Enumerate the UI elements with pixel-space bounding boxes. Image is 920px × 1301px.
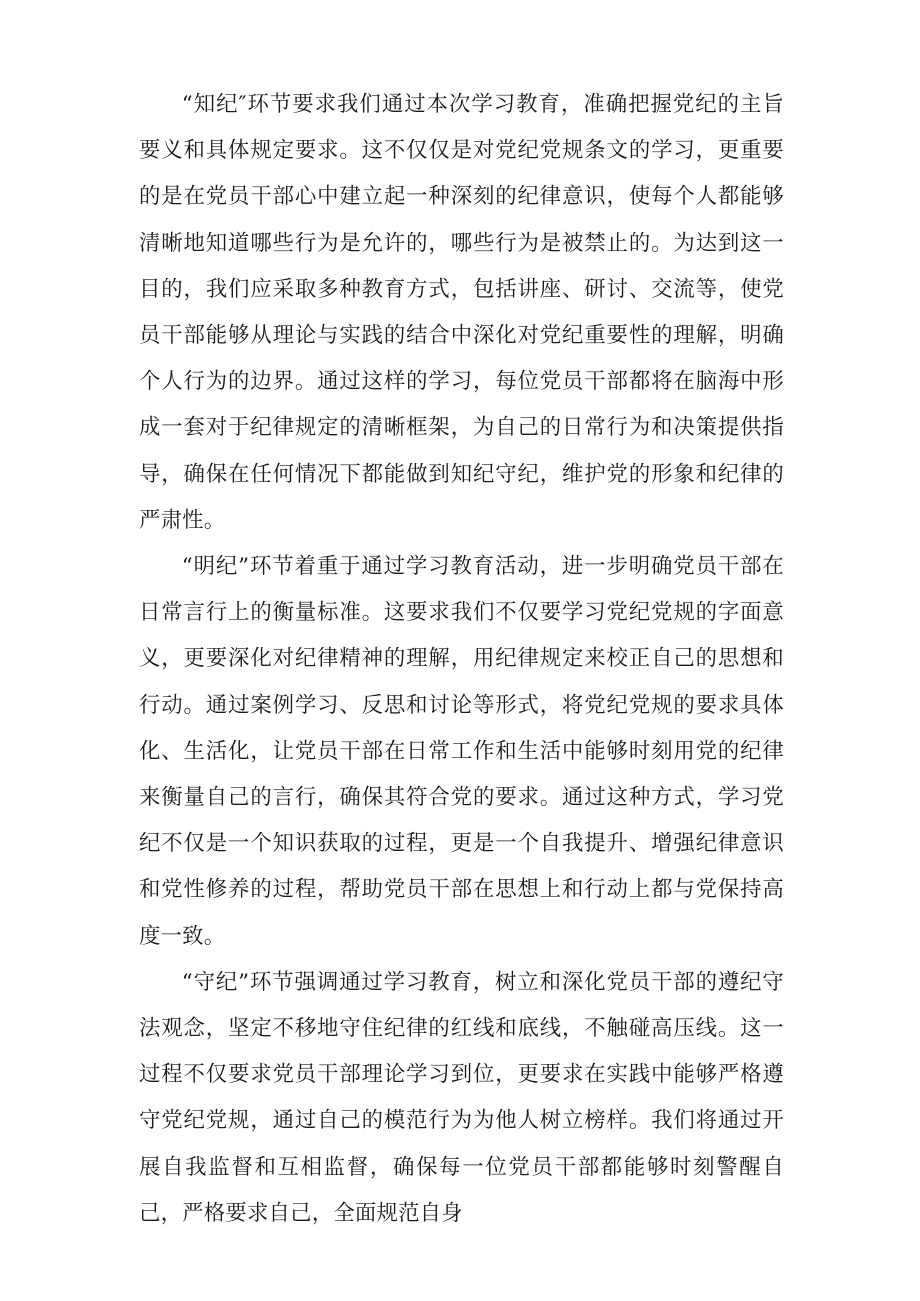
paragraph-mingji: “明纪”环节着重于通过学习教育活动，进一步明确党员干部在日常言行上的衡量标准。这要求我们不仅要学习党纪党规的字面意义，更要深化对纪律精神的理解，用纪律规定来校正自己的思想和行动。通过案例学习、反思和讨论等形式，将党纪党规的要求具体化、生活化，让党员干部在日常工作和生活中能够时刻用党的纪律来衡量自己的言行，确保其符合党的要求。通过这种方式，学习党纪不仅是一个知识获取的过程，更是一个自我提升、增强纪律意识和党性修养的过程，帮助党员干部在思想上和行动上都与党保持高度一致。: [139, 554, 784, 949]
paragraph-zhiji: “知纪″环节要求我们通过本次学习教育，准确把握党纪的主旨要义和具体规定要求。这不仅仅是对党纪党规条文的学习，更重要的是在党员干部心中建立起一种深刻的纪律意识，使每个人都能够清晰地知道哪些行为是允许的，哪些行为是被禁止的。为达到这一目的，我们应采取多种教育方式，包括讲座、研讨、交流等，使党员干部能够从理论与实践的结合中深化对党纪重要性的理解，明确个人行为的边界。通过这样的学习，每位党员干部都将在脑海中形成一套对于纪律规定的清晰框架，为自己的日常行为和决策提供指导，确保在任何情况下都能做到知纪守纪，维护党的形象和纪律的严肃性。: [139, 92, 784, 533]
paragraph-shouji: “守纪”环节强调通过学习教育，树立和深化党员干部的遵纪守法观念，坚定不移地守住纪律的红线和底线，不触碰高压线。这一过程不仅要求党员干部理论学习到位，更要求在实践中能够严格遵守党纪党规，通过自己的模范行为为他人树立榜样。我们将通过开展自我监督和互相监督，确保每一位党员干部都能够时刻警醒自己，严格要求自己，全面规范自身: [139, 969, 784, 1226]
document-body: [139, 82, 784, 1237]
